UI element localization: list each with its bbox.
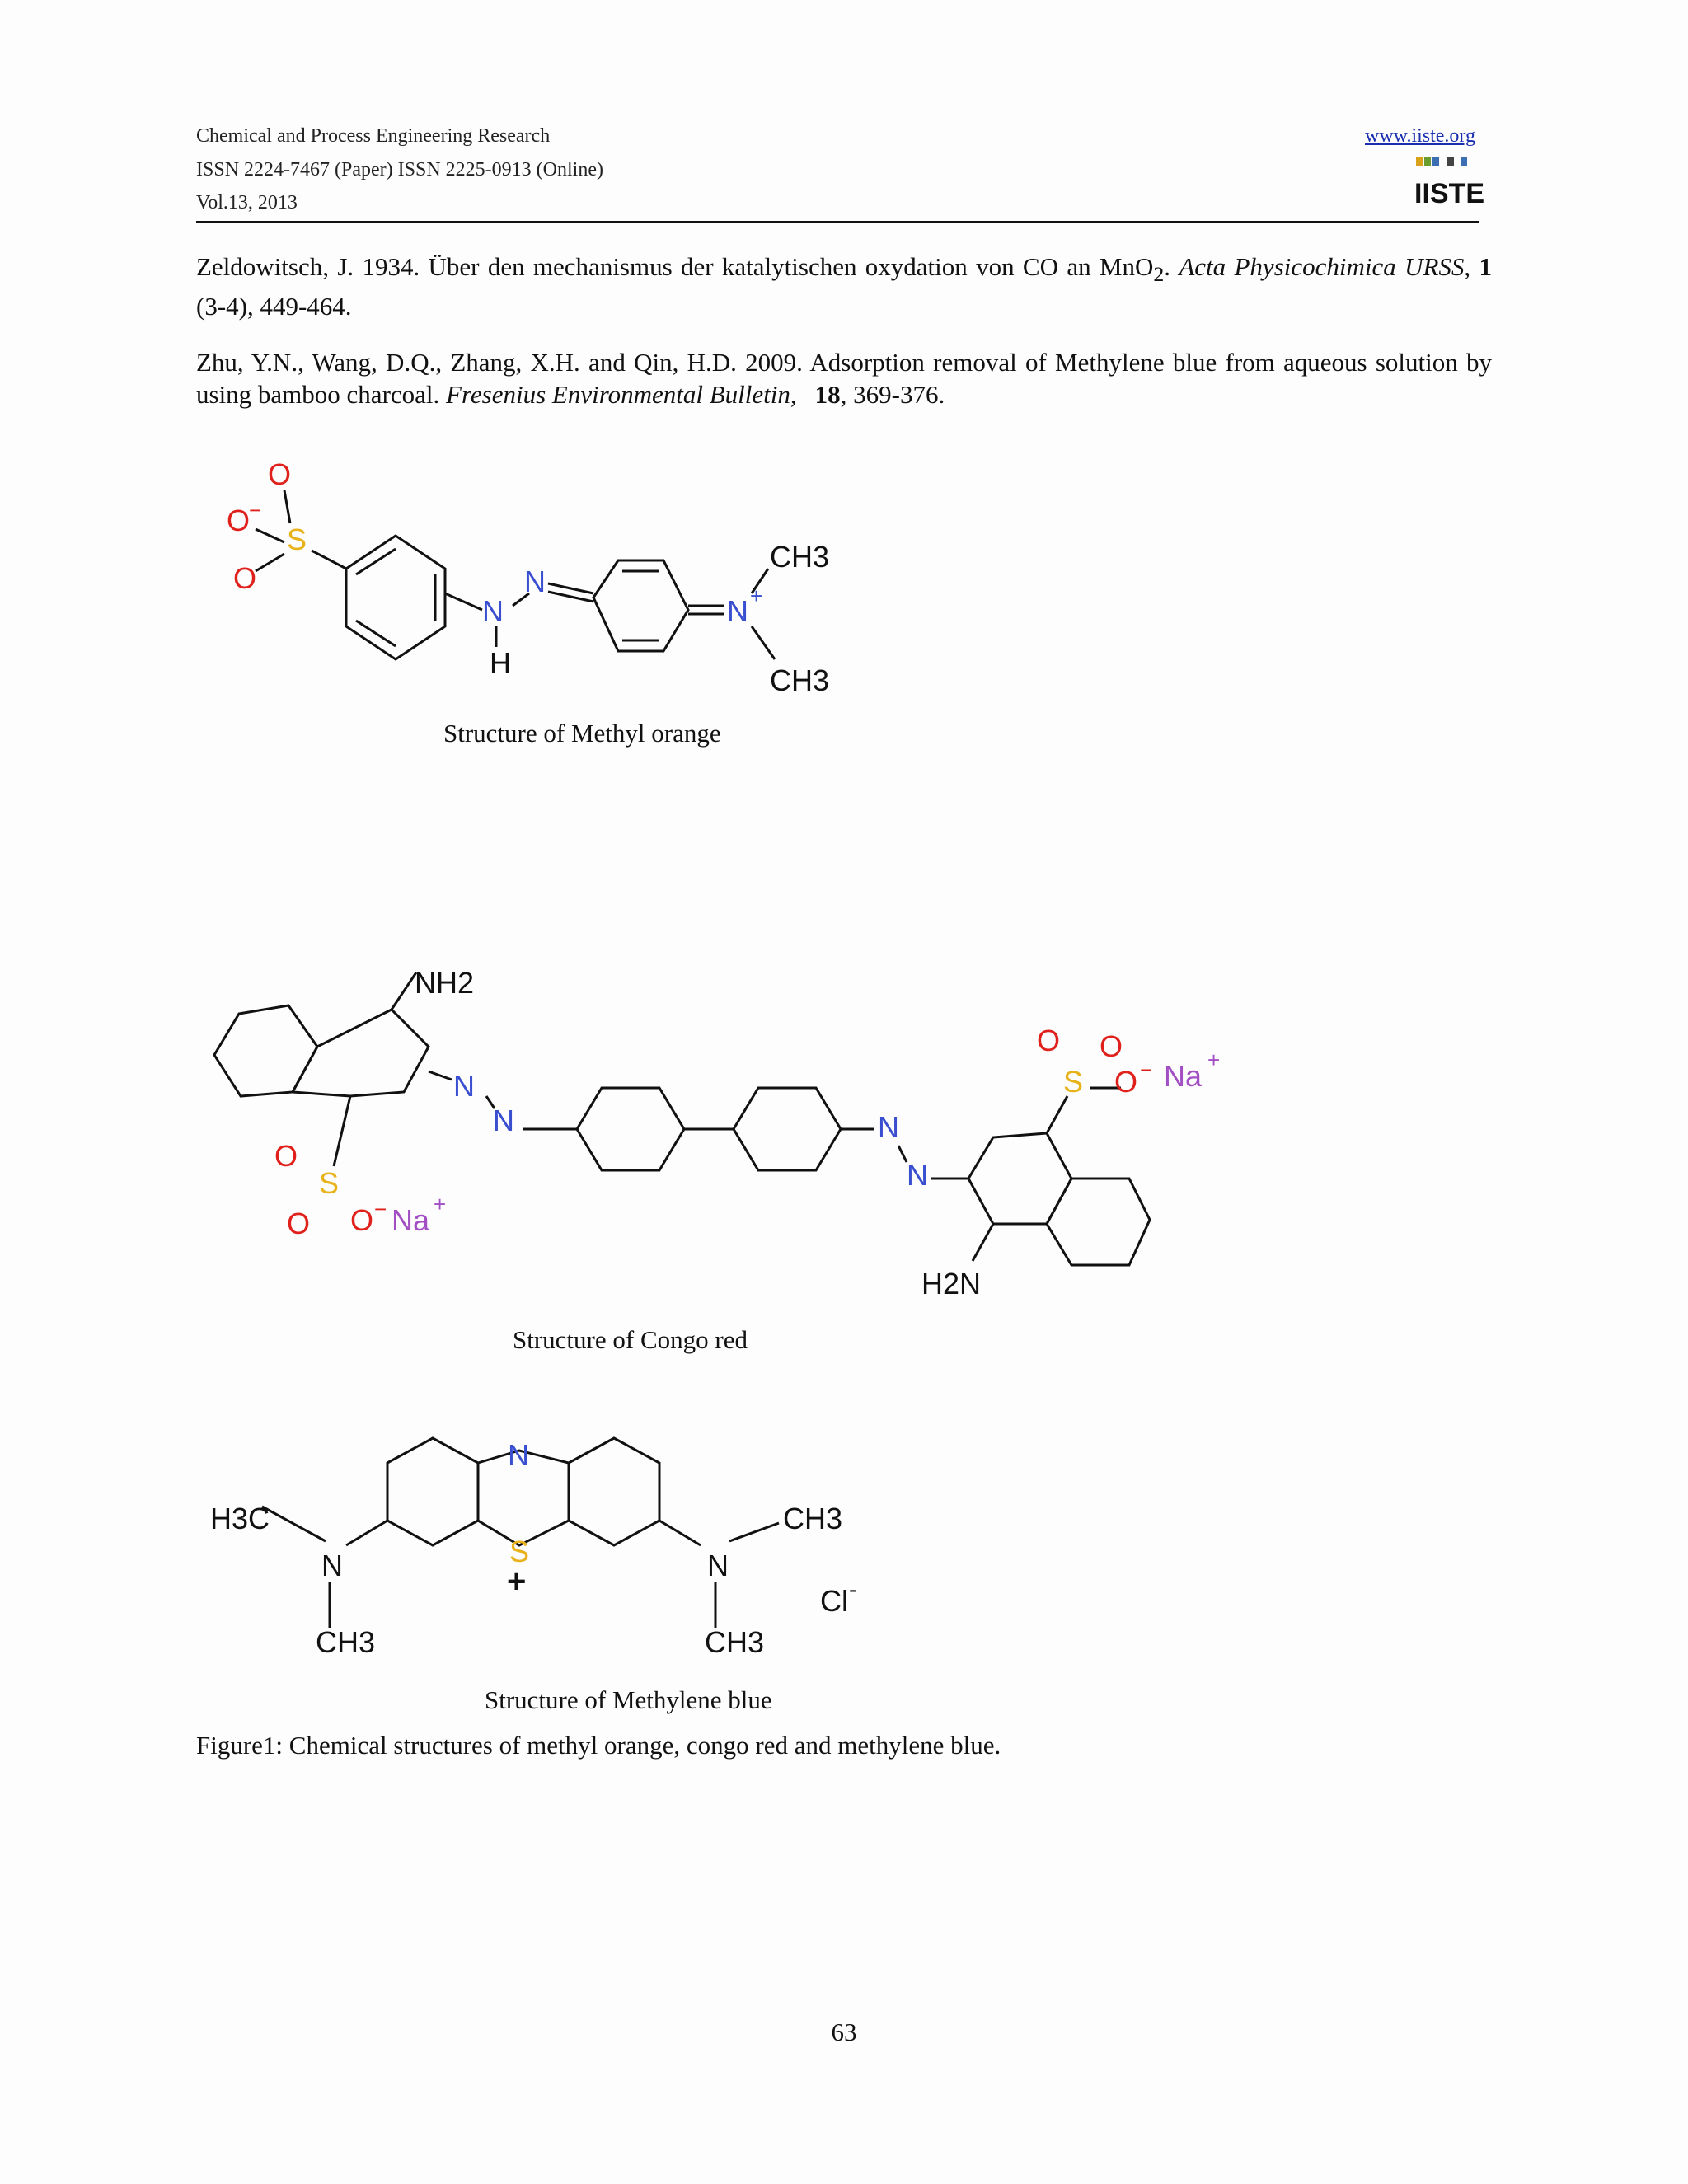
mb-ring-nitrogen: N [508, 1438, 529, 1472]
cr-oxygen-right-3: O [1114, 1065, 1138, 1099]
ref-text: , 369-376. [840, 380, 945, 409]
mo-nitrogen-plus: N [727, 594, 748, 628]
mb-chloride-charge: - [849, 1577, 857, 1602]
mb-methyl-left-bottom: CH3 [316, 1625, 376, 1659]
ref-text: , [1464, 252, 1479, 281]
cr-plus-left: + [434, 1192, 447, 1216]
mo-nitrogen-nh: N [482, 594, 504, 628]
mo-plus-charge: + [750, 583, 763, 608]
page-number: 63 [831, 2018, 857, 2046]
mo-oxygen-top: O [268, 457, 292, 491]
mo-methyl-top: CH3 [770, 540, 830, 574]
cr-oxygen-right-1: O [1037, 1024, 1061, 1057]
cr-nitrogen-2: N [493, 1104, 514, 1137]
cr-amine-bottom: H2N [921, 1267, 982, 1301]
cr-nitrogen-4: N [907, 1158, 928, 1192]
journal-website-link[interactable]: www.iiste.org [1365, 125, 1475, 147]
ref-text: Zhu, Y.N., Wang, D.Q., Zhang, X.H. and Qin, H.D. 2009. Adsorption removal of Methylene blue from aqueous solution by using bamboo charcoal. [196, 348, 1492, 409]
mo-sulfur: S [287, 523, 307, 556]
mb-nitrogen-right: N [707, 1549, 729, 1582]
cr-plus-right: + [1207, 1047, 1221, 1072]
cr-amine-top: NH2 [415, 966, 475, 1000]
journal-title: Chemical and Process Engineering Research [196, 125, 551, 147]
cr-sodium-right: Na [1164, 1059, 1203, 1093]
cr-minus-left: − [374, 1197, 387, 1221]
mb-ring-sulfur: S [509, 1535, 530, 1568]
mo-methyl-bottom: CH3 [770, 663, 830, 697]
cr-oxygen-left-3: O [350, 1203, 374, 1237]
issn-line: ISSN 2224-7467 (Paper) ISSN 2225-0913 (Online) [196, 159, 603, 180]
mb-methyl-right-top: CH3 [783, 1502, 843, 1535]
figure-caption: Figure1: Chemical structures of methyl orange, congo red and methylene blue. [196, 1731, 1001, 1760]
mo-oxygen-minus: O [227, 504, 251, 537]
congo-red-caption: Structure of Congo red [513, 1325, 748, 1354]
mb-nitrogen-left: N [321, 1549, 343, 1582]
mo-minus-charge: − [249, 498, 262, 523]
ref-volume: 1 [1479, 252, 1492, 281]
mb-plus-charge: + [507, 1563, 527, 1600]
mb-methyl-right-bottom: CH3 [705, 1625, 765, 1659]
ref-volume: 18 [814, 380, 841, 409]
mo-hydrogen: H [490, 646, 511, 680]
cr-nitrogen-1: N [453, 1069, 475, 1103]
volume-line: Vol.13, 2013 [196, 192, 298, 213]
mb-methyl-left-top: H3C [210, 1502, 270, 1535]
mo-nitrogen-azo: N [524, 565, 546, 598]
methylene-blue-caption: Structure of Methylene blue [485, 1685, 772, 1714]
cr-sulfur-left: S [319, 1166, 340, 1200]
cr-sulfur-right: S [1063, 1065, 1084, 1099]
mo-oxygen-bottom: O [233, 561, 257, 595]
cr-minus-right: − [1140, 1057, 1153, 1082]
ref-journal: Fresenius Environmental Bulletin, [446, 380, 797, 409]
methyl-orange-caption: Structure of Methyl orange [443, 719, 721, 748]
ref-text: (3-4), 449-464. [196, 292, 352, 321]
cr-oxygen-right-2: O [1100, 1029, 1123, 1063]
methyl-orange-structure [227, 457, 829, 697]
ref-text: . [1164, 252, 1179, 281]
ref-subscript: 2 [1153, 262, 1165, 287]
cr-nitrogen-3: N [878, 1110, 899, 1144]
cr-oxygen-left-1: O [274, 1139, 298, 1173]
cr-sodium-left: Na [392, 1203, 430, 1237]
ref-journal: Acta Physicochimica URSS [1179, 252, 1465, 281]
logo-text: IISTE [1414, 178, 1485, 209]
mb-chloride: Cl [820, 1584, 848, 1618]
methylene-blue-structure [210, 1438, 856, 1659]
cr-oxygen-left-2: O [287, 1207, 311, 1240]
congo-red-structure [214, 966, 1220, 1301]
ref-text: Zeldowitsch, J. 1934. Über den mechanismus der katalytischen oxydation von CO an MnO [196, 252, 1154, 281]
